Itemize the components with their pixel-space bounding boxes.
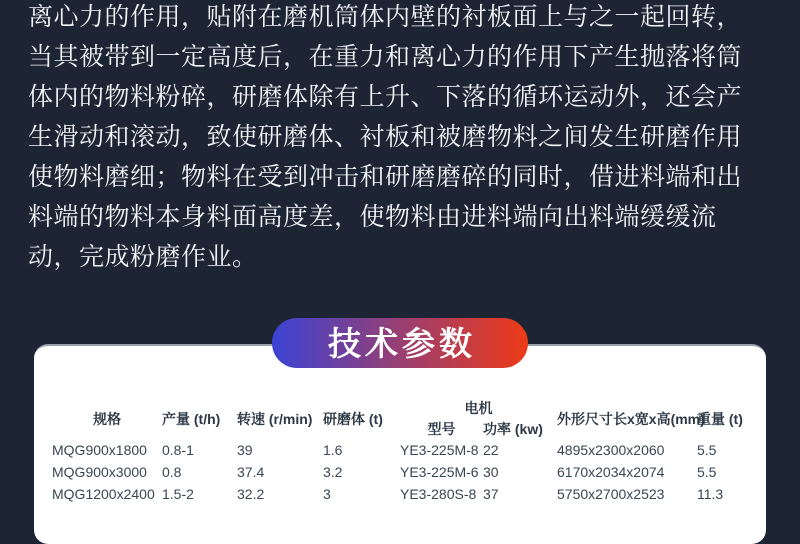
col-header-motor-group: 电机 (464, 400, 493, 416)
section-banner-label: 技术参数 (328, 324, 476, 362)
table-header-row (52, 398, 764, 418)
paragraph-line: 离心力的作用，贴附在磨机筒体内壁的衬板面上与之一起回转， (28, 3, 743, 31)
table-row (52, 461, 764, 483)
cell-motor-model: YE3-225M-6 (400, 464, 479, 480)
cell-output: 0.8 (162, 464, 182, 480)
col-header-motor-power: 功率 (kw) (483, 420, 543, 437)
paragraph-line: 体内的物料粉碎，研磨体除有上升、下落的循环运动外，还会产 (28, 83, 743, 111)
cell-speed: 32.2 (237, 486, 265, 502)
paragraph-line: 料端的物料本身料面高度差，使物料由进料端向出料端缓缓流 (28, 203, 717, 231)
cell-grinding-media: 1.6 (323, 442, 343, 458)
col-header-weight: 重量 (t) (697, 410, 743, 427)
cell-spec: MQG1200x2400 (52, 486, 155, 502)
cell-speed: 37.4 (237, 464, 265, 480)
spec-table-card (34, 344, 766, 544)
section-banner-technical-parameters (272, 318, 528, 368)
col-header-speed: 转速 (r/min) (237, 410, 313, 427)
paragraph-line: 使物料磨细；物料在受到冲击和研磨磨碎的同时，借进料端和出 (28, 163, 743, 191)
col-header-spec: 规格 (93, 410, 121, 427)
cell-spec: MQG900x1800 (52, 442, 147, 458)
cell-weight: 5.5 (697, 464, 717, 480)
intro-paragraph (28, 0, 774, 277)
col-header-dimensions: 外形尺寸长x宽x高(mm) (557, 410, 705, 427)
col-header-motor-model: 型号 (427, 420, 456, 437)
cell-dimensions: 6170x2034x2074 (557, 464, 665, 480)
cell-dimensions: 5750x2700x2523 (557, 486, 665, 502)
cell-speed: 39 (237, 442, 253, 458)
col-header-output: 产量 (t/h) (162, 410, 221, 427)
cell-grinding-media: 3 (323, 486, 331, 502)
cell-grinding-media: 3.2 (323, 464, 343, 480)
cell-dimensions: 4895x2300x2060 (557, 442, 665, 458)
cell-output: 0.8-1 (162, 442, 194, 458)
paragraph-line: 生滑动和滚动，致使研磨体、衬板和被磨物料之间发生研磨作用 (28, 123, 743, 151)
cell-weight: 5.5 (697, 442, 717, 458)
paragraph-line: 当其被带到一定高度后，在重力和离心力的作用下产生抛落将筒 (28, 43, 743, 71)
cell-motor-model: YE3-280S-8 (400, 486, 477, 502)
cell-spec: MQG900x3000 (52, 464, 147, 480)
cell-weight: 11.3 (697, 486, 724, 502)
cell-motor-power: 30 (483, 464, 499, 480)
cell-motor-model: YE3-225M-8 (400, 442, 479, 458)
col-header-grinding-media: 研磨体 (t) (323, 410, 383, 427)
cell-motor-power: 22 (483, 442, 499, 458)
paragraph-line: 动，完成粉磨作业。 (28, 243, 258, 271)
cell-output: 1.5-2 (162, 486, 194, 502)
table-row (52, 439, 764, 461)
cell-motor-power: 37 (483, 486, 499, 502)
spec-table (52, 398, 764, 505)
table-row (52, 483, 764, 505)
